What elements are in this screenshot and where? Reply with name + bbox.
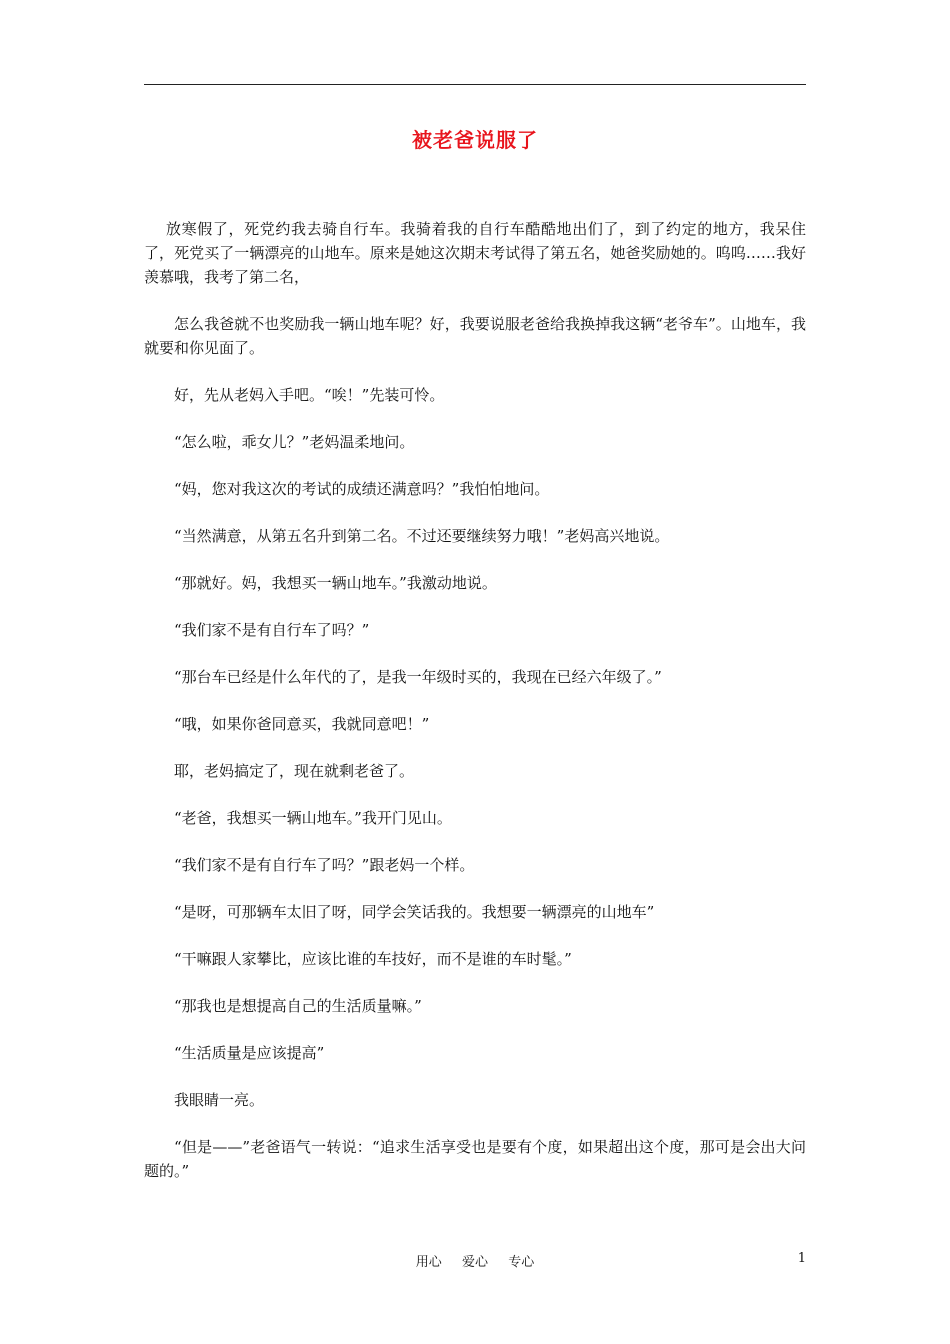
paragraph: “哦，如果你爸同意买，我就同意吧！” — [174, 715, 430, 733]
paragraph: 好，先从老妈入手吧。“唉！”先装可怜。 — [174, 386, 445, 404]
paragraph: “我们家不是有自行车了吗？” — [174, 621, 370, 639]
footer-motto: 用心 爱心 专心 — [415, 1255, 535, 1270]
header-rule — [144, 84, 806, 85]
page-number: 1 — [797, 1251, 806, 1266]
paragraph: 我眼睛一亮。 — [174, 1091, 265, 1109]
paragraph: 怎么我爸就不也奖励我一辆山地车呢？好，我要说服老爸给我换掉我这辆“老爷车”。山地车，我就要和你见面了。 — [144, 315, 806, 357]
paragraph: “怎么啦，乖女儿？”老妈温柔地问。 — [174, 433, 415, 451]
document-body — [144, 217, 806, 1206]
paragraph: “生活质量是应该提高” — [174, 1044, 325, 1062]
paragraph: “那就好。妈，我想买一辆山地车。”我激动地说。 — [174, 574, 497, 592]
paragraph: “那我也是想提高自己的生活质量嘛。” — [174, 997, 422, 1015]
paragraph: “是呀，可那辆车太旧了呀，同学会笑话我的。我想要一辆漂亮的山地车” — [174, 903, 655, 921]
paragraph: “妈，您对我这次的考试的成绩还满意吗？”我怕怕地问。 — [174, 480, 550, 498]
paragraph: “老爸，我想买一辆山地车。”我开门见山。 — [174, 809, 452, 827]
paragraph: “那台车已经是什么年代的了，是我一年级时买的，我现在已经六年级了。” — [174, 668, 662, 686]
paragraph: 放寒假了，死党约我去骑自行车。我骑着我的自行车酷酷地出们了，到了约定的地方，我呆住了，死党买了一辆漂亮的山地车。原来是她这次期末考试得了第五名，她爸奖励她的。呜呜……我好羡慕哦，我考了第二名， — [144, 220, 806, 286]
paragraph: “干嘛跟人家攀比，应该比谁的车技好，而不是谁的车时髦。” — [174, 950, 572, 968]
document-title: 被老爸说服了 — [412, 128, 538, 152]
paragraph: 耶，老妈搞定了，现在就剩老爸了。 — [174, 762, 415, 780]
paragraph: “当然满意，从第五名升到第二名。不过还要继续努力哦！”老妈高兴地说。 — [174, 527, 670, 545]
paragraph: “但是——”老爸语气一转说：“追求生活享受也是要有个度，如果超出这个度，那可是会出大问题的。” — [144, 1138, 806, 1180]
paragraph: “我们家不是有自行车了吗？”跟老妈一个样。 — [174, 856, 475, 874]
